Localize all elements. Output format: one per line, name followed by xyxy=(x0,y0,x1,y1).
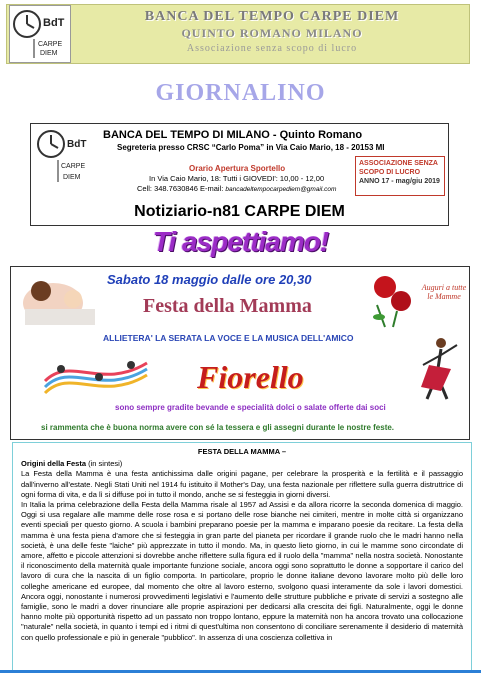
banner-title: BANCA DEL TEMPO CARPE DIEM xyxy=(144,9,400,24)
banner-tagline: Associazione senza scopo di lucro xyxy=(186,43,358,54)
origini-title: Origini della Festa xyxy=(21,459,87,469)
banner-subtitle: QUINTO ROMANO MILANO xyxy=(181,26,363,40)
roses-image xyxy=(367,271,419,329)
association-name: BANCA DEL TEMPO DI MILANO - Quinto Romano xyxy=(103,129,363,141)
orario-details: In Via Caio Mario, 18: Tutti i GIOVEDI': 10,00 - 12,00 xyxy=(149,174,325,183)
event-box xyxy=(10,266,470,440)
email-link[interactable]: bancadeltempocarpediem@gmail.com xyxy=(225,186,337,193)
event-subtitle: ALLIETERA' LA SERATA LA VOCE E LA MUSICA DELL'AMICO xyxy=(103,333,354,343)
orario-title: Orario Apertura Sportello xyxy=(189,164,286,173)
svg-text:DIEM: DIEM xyxy=(40,50,58,57)
top-banner xyxy=(6,4,470,64)
segreteria-address: Segreteria presso CRSC “Carlo Poma” in Via Caio Mario, 18 - 20153 MI xyxy=(117,143,385,152)
svg-text:CARPE: CARPE xyxy=(61,163,86,170)
ti-aspettiamo-heading: Ti aspettiamo! xyxy=(152,226,329,257)
article-subheading xyxy=(21,459,463,469)
contact-line xyxy=(137,184,336,193)
bevande-note: sono sempre gradite bevande e specialità dolci o salate offerte dai soci xyxy=(115,403,386,412)
auguri-text: Auguri a tutte le Mamme xyxy=(421,283,467,301)
mother-child-image xyxy=(15,273,105,329)
svg-text:DIEM: DIEM xyxy=(63,174,81,181)
svg-text:BdT: BdT xyxy=(43,17,65,29)
svg-text:CARPE: CARPE xyxy=(38,41,63,48)
cell-label: Cell: 348.7630846 E-mail: xyxy=(137,184,226,193)
music-notes-image xyxy=(41,351,151,395)
header-logo xyxy=(33,126,97,188)
performer-name: Fiorello xyxy=(197,359,304,395)
tessera-note: si rammenta che è buona norma avere con sé la tessera e gli assegni durante le nostre feste. xyxy=(41,423,395,432)
event-title: Festa della Mamma xyxy=(143,295,312,317)
newsletter-header xyxy=(30,123,449,226)
newsletter-number: Notiziario-n81 CARPE DIEM xyxy=(134,203,345,220)
assoc-line2: SCOPO DI LUCRO xyxy=(359,169,421,176)
article-heading: FESTA DELLA MAMMA – xyxy=(197,447,287,456)
article-paragraph-2: In Italia la prima celebrazione della Festa della Mamma risale al 1957 ad Assisi e da allora ricorre la seconda domenica di maggio. Oggi si usa regalare alle mamme delle rose rosa e si portano delle rose bianche nei cimiteri, mentre in molte città si organizzano eventi speciali per questo giorno. A scuola i bambini preparano poesie per la mamma e imparano poesie da recitare. La festa della mamma è una festa piena d'amore che si festeggia in gran parte del pianeta per ricordare il grande ruolo che le madri hanno nella società, è una delle feste "laiche" più apprezzate in tutto il mondo. Ma, in questo lieto giorno, in cui le mamme sono circondate di amore, affetto e piccole attenzioni si dovrebbe anche riflettere sulla figura ed il ruolo della "mamma" nella nostra società. Nonostante il riconoscimento della maternità quale importante funzione sociale, ancora oggi sono soprattutto le donne a sopportare il carico del lavoro di cura che la nascita di un figlio comporta. In particolare, proprio le donne italiane devono lavorare molto più delle loro colleghe americane ed europee, dal momento che oltre al lavoro esterno, svolgono quasi interamente da sole i lavori domestici. Ancora oggi, nonostante i numerosi provvedimenti legislativi e l'aumento delle strutture pubbliche e private di servizi a sostegno alle famiglie, sono le madri a dover rinunciare alle proprie aspirazioni per dedicarsi alla crescita dei figli. Naturalmente, oggi le donne hanno molte più opportunità rispetto ad un passato non troppo lontano, eppure la maternità non ha ancora trovato una collocazione "naturale" nella società, in quanto i tempi ed i ritmi di quest'ultima non consentono di conciliare serenamente il desiderio di maternità con quello professionale e più in generale "pubblico". In assenza di una coscienza collettiva in xyxy=(21,500,463,642)
page-title: GIORNALINO xyxy=(155,80,326,106)
article-paragraph-1: La Festa della Mamma è una festa antichissima dalle origini pagane, per celebrare la prosperità e la fertilità e il passaggio dall'inverno all'estate. Negli Stati Uniti nel 1914 fu istituito il Mother's Day, una festa nazionale per riflettere sulla guerra distruttrice di ogni forma di vita, e da lì si diffuse poi in tutto il mondo, anche se si festeggia in giorni diversi. xyxy=(21,469,463,499)
event-date: Sabato 18 maggio dalle ore 20,30 xyxy=(107,272,312,287)
origini-note: (in sintesi) xyxy=(86,459,123,469)
bdt-logo xyxy=(9,5,71,63)
association-box xyxy=(355,156,445,196)
article-festa-mamma xyxy=(12,442,472,673)
assoc-line1: ASSOCIAZIONE SENZA xyxy=(359,160,438,167)
issue-year: ANNO 17 - mag/giu 2019 xyxy=(359,178,440,185)
svg-text:BdT: BdT xyxy=(67,139,87,150)
dancers-image xyxy=(411,335,467,409)
